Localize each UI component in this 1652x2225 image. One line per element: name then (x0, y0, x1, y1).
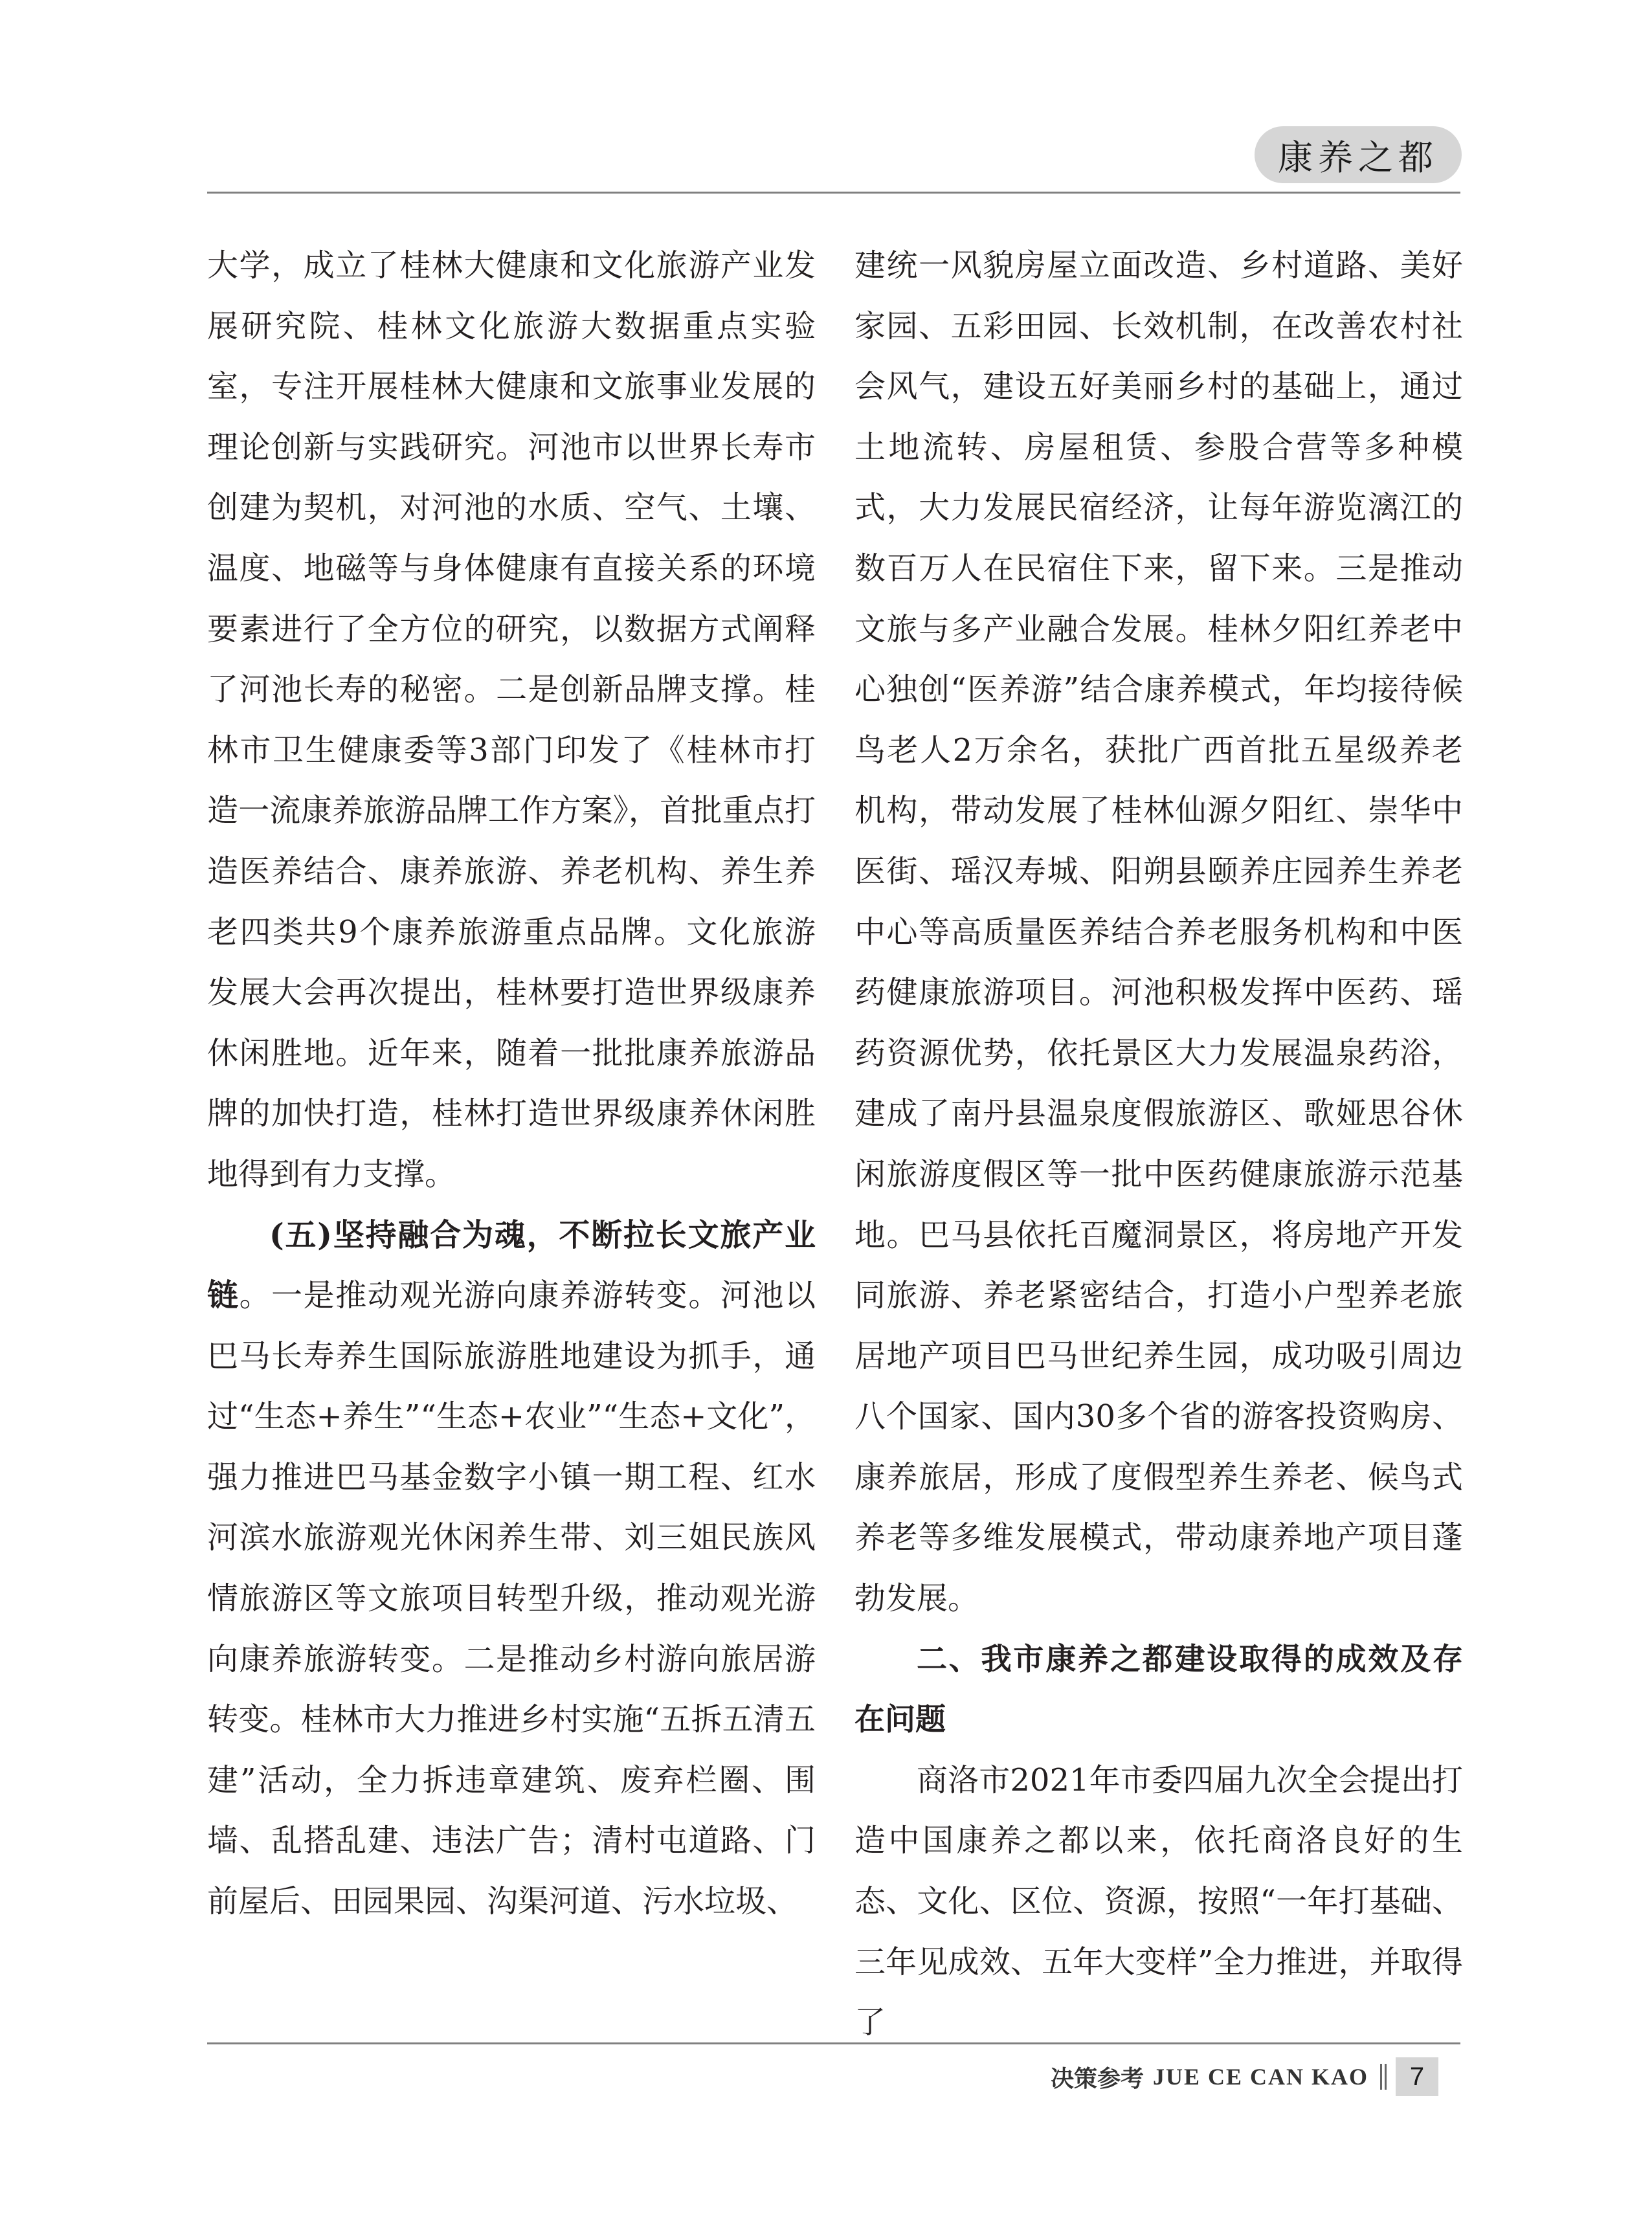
left-column (207, 236, 816, 1932)
right-column (854, 236, 1463, 2053)
footer-separator (1380, 2064, 1387, 2090)
left-paragraph-2 (207, 1205, 816, 1932)
journal-name-roman: JUE CE CAN KAO (1152, 2064, 1368, 2090)
left-paragraph-1: 大学，成立了桂林大健康和文化旅游产业发展研究院、桂林文化旅游大数据重点实验室，专注开展桂林大健康和文旅事业发展的理论创新与实践研究。河池市以世界长寿市创建为契机，对河池的水质、空气、土壤、温度、地磁等与身体健康有直接关系的环境要素进行了全方位的研究，以数据方式阐释了河池长寿的秘密。二是创新品牌支撑。桂林市卫生健康委等3部门印发了《桂林市打造一流康养旅游品牌工作方案》，首批重点打造医养结合、康养旅游、养老机构、养生养老四类共9个康养旅游重点品牌。文化旅游发展大会再次提出，桂林要打造世界级康养休闲胜地。近年来，随着一批批康养旅游品牌的加快打造，桂林打造世界级康养休闲胜地得到有力支撑。 (207, 247, 816, 1192)
footer-divider (207, 2042, 1460, 2044)
left-paragraph-2-text: 。一是推动观光游向康养游转变。河池以巴马长寿养生国际旅游胜地建设为抓手，通过“生态+养生”“生态+农业”“生态+文化”，强力推进巴马基金数字小镇一期工程、红水河滨水旅游观光休闲养生带、刘三姐民族风情旅游区等文旅项目转型升级，推动观光游向康养旅游转变。二是推动乡村游向旅居游转变。桂林市大力推进乡村实施“五拆五清五建”活动，全力拆违章建筑、废弃栏圈、围墙、乱搭乱建、违法广告；清村屯道路、门前屋后、田园果园、沟渠河道、污水垃圾、 (207, 1277, 816, 1920)
header-divider (207, 192, 1460, 194)
page-number: 7 (1396, 2057, 1438, 2096)
page-footer (1051, 2057, 1438, 2096)
subsection-heading: (五)坚持融合为魂，不断拉长文旅产业链 (207, 1216, 816, 1314)
journal-name: 决策参考 (1050, 2064, 1144, 2092)
section-heading: 二、我市康养之都建设取得的成效及存在问题 (854, 1641, 1463, 1738)
right-paragraph-2: 商洛市2021年市委四届九次全会提出打造中国康养之都以来，依托商洛良好的生态、文化、区位、资源，按照“一年打基础、三年见成效、五年大变样”全力推进，并取得了 (854, 1761, 1463, 2041)
section-title-badge: 康养之都 (1255, 126, 1462, 183)
right-paragraph-1: 建统一风貌房屋立面改造、乡村道路、美好家园、五彩田园、长效机制，在改善农村社会风气，建设五好美丽乡村的基础上，通过土地流转、房屋租赁、参股合营等多种模式，大力发展民宿经济，让每年游览漓江的数百万人在民宿住下来，留下来。三是推动文旅与多产业融合发展。桂林夕阳红养老中心独创“医养游”结合康养模式，年均接待候鸟老人2万余名，获批广西首批五星级养老机构，带动发展了桂林仙源夕阳红、崇华中医街、瑶汉寿城、阳朔县颐养庄园养生养老中心等高质量医养结合养老服务机构和中医药健康旅游项目。河池积极发挥中医药、瑶药资源优势，依托景区大力发展温泉药浴，建成了南丹县温泉度假旅游区、歌娅思谷休闲旅游度假区等一批中医药健康旅游示范基地。巴马县依托百魔洞景区，将房地产开发同旅游、养老紧密结合，打造小户型养老旅居地产项目巴马世纪养生园，成功吸引周边八个国家、国内30多个省的游客投资购房、康养旅居，形成了度假型养生养老、候鸟式养老等多维发展模式，带动康养地产项目蓬勃发展。 (854, 247, 1463, 1617)
